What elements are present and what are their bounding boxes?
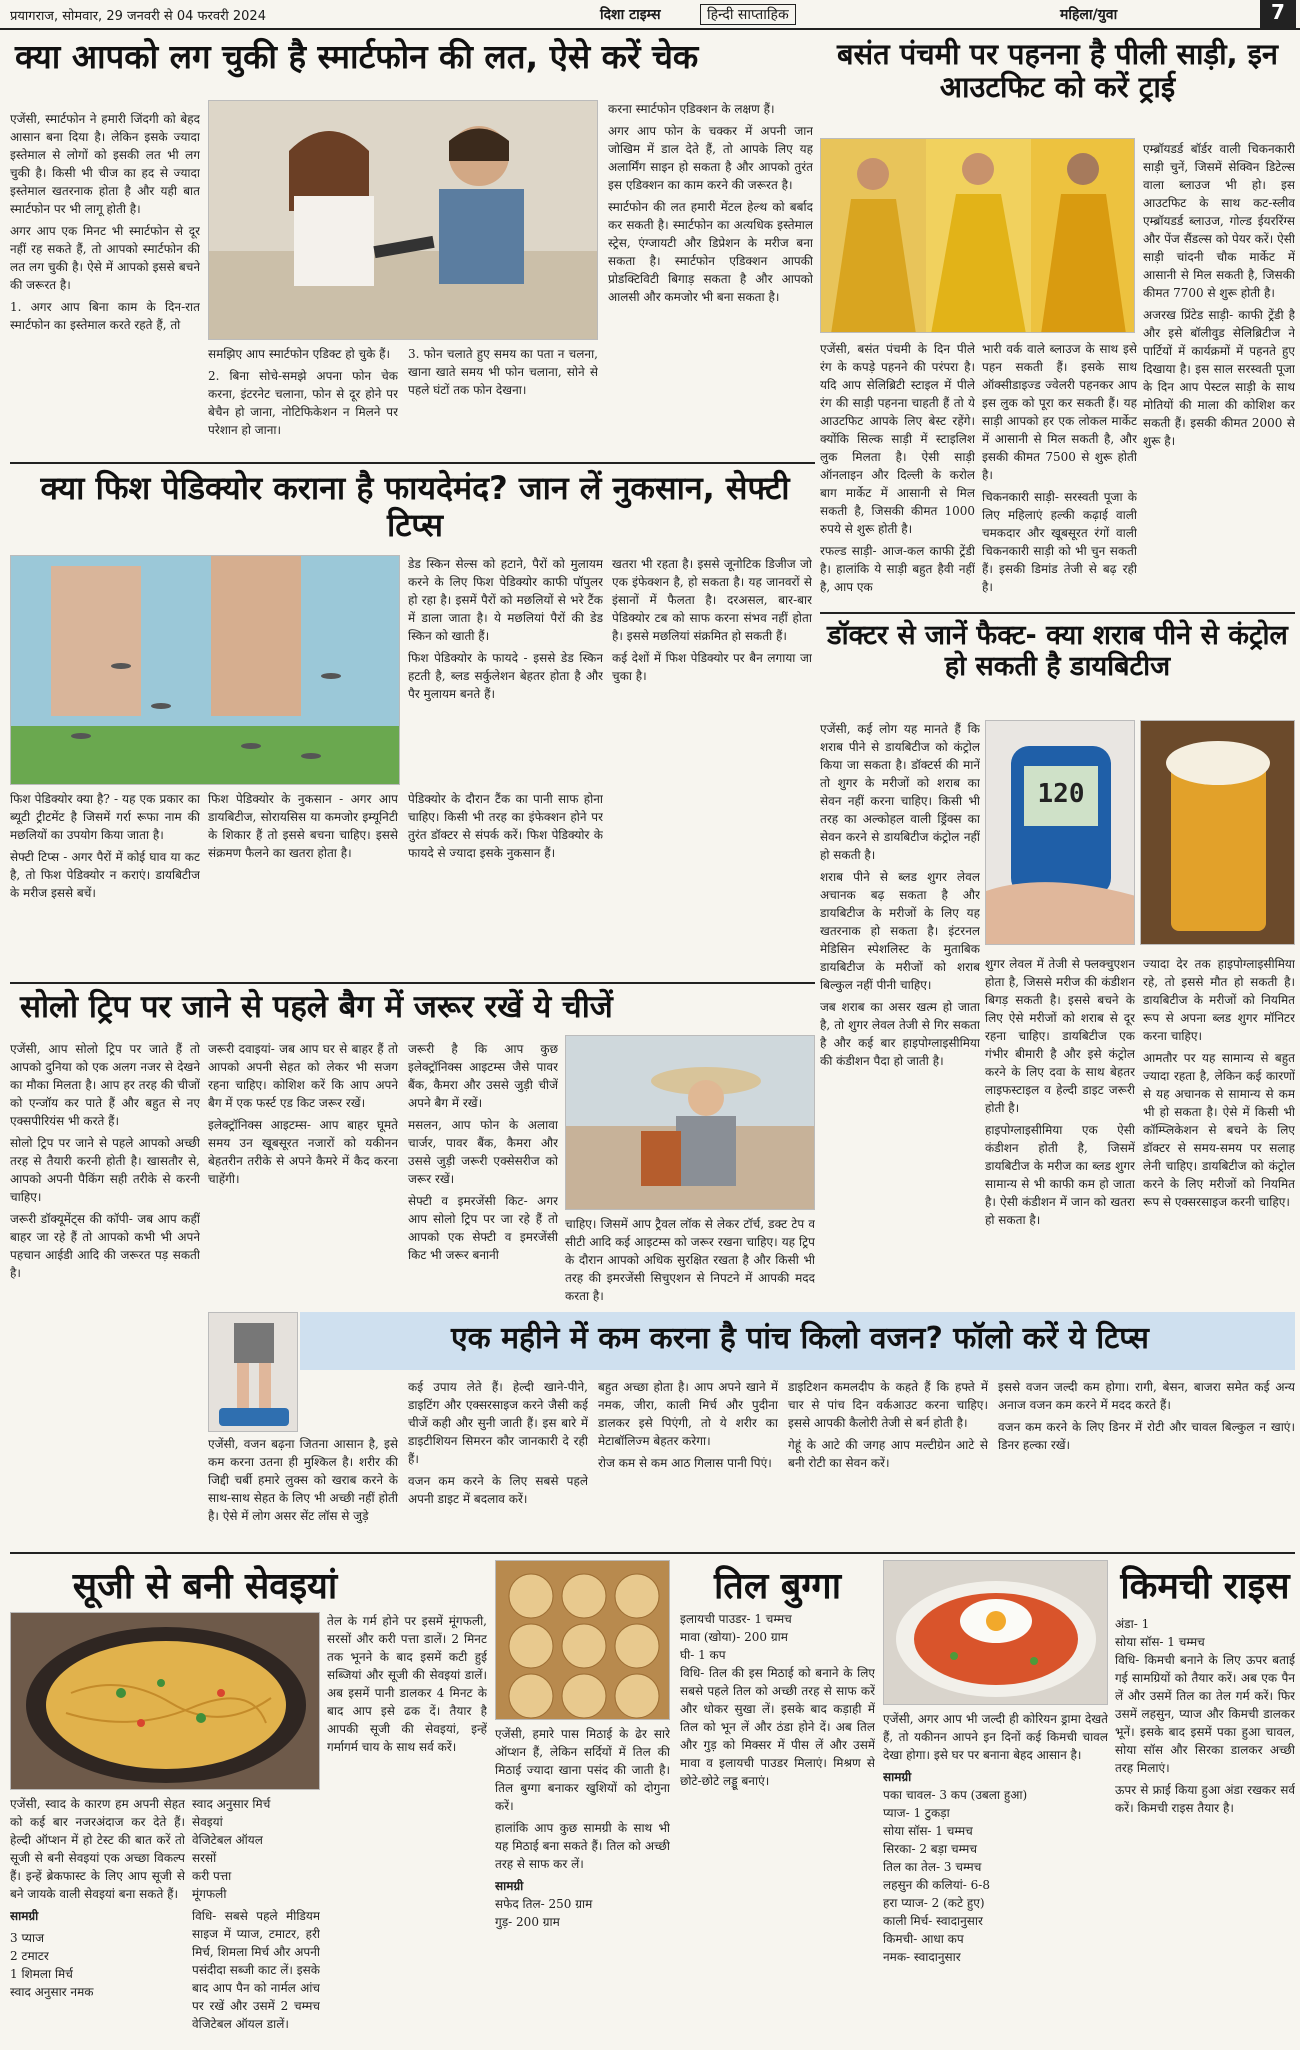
weight-col-5 [998, 1378, 1295, 1545]
kimchi-ingredient: किमची- आधा कप [883, 1932, 964, 1946]
til-para: हालांकि आप कुछ सामग्री के साथ भी यह मिठाई बना सकते हैं। तिल को अच्छी तरह से साफ कर लें। [495, 1821, 670, 1871]
solo-para: इलेक्ट्रॉनिक्स आइटम्स- आप बाहर घूमते समय उन खूबसूरत नजारों को यकीनन बेहतरीन तरीके से अपने कैमरे में कैद करना चाहेंगी। [208, 1118, 398, 1186]
kimchi-ingredients-label: सामग्री [883, 1770, 912, 1784]
solo-para: जरूरी दवाइयां- जब आप घर से बाहर हैं तो आपको अपनी सेहत को लेकर भी सजग रहना चाहिए। कोशिश करें कि आप अपने बैग में एक फर्स्ट एड किट जरूर रखें। [208, 1042, 398, 1110]
kimchi-title: किमची राइस [1120, 1566, 1290, 1607]
paper-type: हिन्दी साप्ताहिक [700, 4, 796, 25]
kimchi-rice-photo [883, 1560, 1108, 1705]
weight-para: गेहूं के आटे की जगह आप मल्टीग्रेन आटे से बनी रोटी का सेवन करें। [788, 1438, 988, 1470]
sooji-line: सेवइयां [192, 1815, 223, 1829]
saree-col-right [1143, 140, 1295, 605]
smartphone-para: समझिए आप स्मार्टफोन एडिक्ट हो चुके हैं। [208, 347, 391, 361]
smartphone-col-1 [10, 110, 200, 455]
diabetes-col-1 [820, 720, 980, 1320]
weight-col-1 [208, 1435, 398, 1545]
beer-glass-photo [1140, 720, 1295, 945]
solo-col-4 [565, 1215, 815, 1305]
smartphone-para: एजेंसी, स्मार्टफोन ने हमारी जिंदगी को बेहद आसान बना दिया है। लेकिन इसके ज्यादा इस्तेमाल से लोगों को इसकी लत भी लग चुकी है। किसी भी चीज का हद से ज्यादा इस्तेमाल खतरनाक होता है और यही बात स्मार्टफोन पर भी लागू होती है। [10, 112, 200, 216]
fish-col-1 [408, 555, 603, 785]
til-line: घी- 1 कप [680, 1648, 726, 1662]
til-para: एजेंसी, हमारे पास मिठाई के ढेर सारे ऑप्शन हैं, लेकिन सर्दियों में तिल की मिठाई ज्यादा खाना पसंद की जाती है। तिल बुग्गा बनाकर खुशियों को दोगुना करें। [495, 1727, 670, 1813]
kimchi-ingredient: सिरका- 2 बड़ा चम्मच [883, 1842, 977, 1856]
saree-para: एम्ब्रॉयडर्ड बॉर्डर वाली चिकनकारी साड़ी चुनें, जिसमें सेक्विन डिटेल्स वाला ब्लाउज भी हो। इस आउटफिट के साथ कट-स्लीव एम्ब्रॉयडर्ड ब्लाउज, गोल्ड ईयररिंग्स और पेंज सैंडल्स को पेयर करें। ऐसी साड़ी चांदनी चौक मार्केट में आसानी से मिल सकती है, जिसकी कीमत 7700 से शुरू होती है। [1143, 142, 1295, 300]
sooji-title: सूजी से बनी सेवइयां [72, 1566, 338, 1607]
solo-para: सोलो ट्रिप पर जाने से पहले आपको अच्छी तरह से तैयारी करनी होती है। खासतौर से, आपको अपनी पैकिंग सही तरीके से करनी चाहिए। [10, 1136, 200, 1204]
masthead [0, 0, 1300, 30]
solo-para: मसलन, आप फोन के अलावा चार्जर, पावर बैंक, कैमरा और उससे जुड़ी जरूरी एक्सेसरीज को जरूर रखें। [408, 1118, 558, 1186]
sevaiyan-photo [10, 1612, 320, 1790]
fish-para: खतरा भी रहता है। इससे जूनोटिक डिजीज जो एक इंफेक्शन है, हो सकता है। यह जानवरों से इंसानों में फैलता है। दरअसल, बार-बार पेडिक्योर टब को साफ करना संभव नहीं होता है। इससे मछलियां संक्रमित हो सकती हैं। [612, 557, 812, 643]
yellow-saree-photos [820, 138, 1135, 333]
fish-para: कई देशों में फिश पेडिक्योर पर बैन लगाया जा चुका है। [612, 651, 812, 683]
sooji-line: तेल के गर्म होने पर इसमें मूंगफली, सरसों और करी पत्ता डालें। 2 मिनट तक भूनने के बाद इसमें कटी हुई सब्जियां और सूजी की सेवइयां डालें। अब इसमें पानी डालकर 4 मिनट के बाद आप इसे ढक दें। तैयार है आपकी सूजी की सेवइयां, इन्हें गर्मागर्म चाय के साथ सर्व करें। [327, 1614, 487, 1754]
diabetes-para: आमतौर पर यह सामान्य से बहुत ज्यादा रहता है, लेकिन कई कारणों से यह अचानक से सामान्य से कम भी हो सकता है। ऐसे में किसी भी कॉम्प्लिकेशन से बचने के लिए डॉक्टर से समय-समय पर सलाह लेनी चाहिए। डायबिटीज को कंट्रोल करने के लिए मरीजों को नियमित रूप से एक्सरसाइज करनी चाहिए। [1143, 1051, 1295, 1209]
smartphone-col-3 [408, 345, 598, 455]
til-bugga-title: तिल बुग्गा [713, 1566, 842, 1607]
solo-para: चाहिए। जिसमें आप ट्रैवल लॉक से लेकर टॉर्च, डक्ट टेप व सीटी आदि कई आइटम्स को जरूर रखना चाहिए। यह ट्रिप के दौरान आपको अधिक सुरक्षित रखता है और किसी भी तरह की इमरजेंसी सिचुएशन से निपटने में आपकी मदद करता है। [565, 1217, 815, 1303]
saree-para: भारी वर्क वाले ब्लाउज के साथ इसे पहन सकती हैं। इसके साथ ऑक्सीडाइज्ड ज्वेलरी पहनकर आप इस लुक को पूरा कर सकती हैं। यह साड़ी आपको हर एक लोकल मार्केट में आसानी से मिल सकती है, और इसकी कीमत 7500 से शुरू होती है। [982, 342, 1137, 482]
diabetes-para: ज्यादा देर तक हाइपोग्लाइसीमिया रहे, तो इससे मौत हो सकती है। डायबिटीज के मरीजों को नियमित रूप से अपना ब्लड शुगर मॉनिटर करना चाहिए। [1143, 957, 1295, 1043]
divider [10, 462, 815, 464]
smartphone-para: 3. फोन चलाते हुए समय का पता न चलना, खाना खाते समय भी फोन चलाना, सोने से पहले घंटों तक फोन देखना। [408, 347, 598, 397]
smartphone-para: 2. बिना सोचे-समझे अपना फोन चेक करना, इंटरनेट चलाना, फोन से दूर होने पर बेचैन हो जाना, नोटिफिकेशन न मिलने पर परेशान हो जाना। [208, 369, 398, 437]
smartphone-para: स्मार्टफोन की लत हमारी मेंटल हेल्थ को बर्बाद कर सकती है। स्मार्टफोन का अत्यधिक इस्तेमाल स्ट्रेस, एंग्जायटी और डिप्रेशन के मरीज बना सकता है। स्मार्टफोन एडिक्शन आपकी प्रोडक्टिविटी बिगाड़ सकता है और आपको आलसी और कमजोर भी बना सकता है। [608, 200, 813, 304]
weight-para: इससे वजन जल्दी कम होगा। रागी, बेसन, बाजरा समेत कई अन्य अनाज वजन कम करने में मदद करते हैं। [998, 1380, 1295, 1412]
fish-col-3 [10, 790, 200, 975]
saree-para: रफल्ड साड़ी- आज-कल काफी ट्रेंडी है। हालांकि ये साड़ी बहुत हैवी नहीं है, आप एक [820, 544, 975, 594]
kimchi-ingredient: तिल का तेल- 3 चम्मच [883, 1860, 982, 1874]
solo-trip-headline: सोलो ट्रिप पर जाने से पहले बैग में जरूर रखें ये चीजें [20, 989, 613, 1025]
glucometer-reading: 120 [1037, 779, 1085, 809]
solo-para: एजेंसी, आप सोलो ट्रिप पर जाते हैं तो आपको दुनिया को एक अलग नजर से देखने का मौका मिलता है। आप हर तरह की चीजों को एन्जॉय कर पाते हैं और बहुत से नए एक्सपीरियंस भी करते हैं। [10, 1042, 200, 1128]
kimchi-ingredient: प्याज- 1 टुकड़ा [883, 1806, 950, 1820]
diabetes-col-3 [1143, 955, 1295, 1320]
fish-pedicure-photo [10, 555, 400, 785]
divider [10, 1552, 1295, 1554]
divider [820, 612, 1295, 614]
weight-col-4 [788, 1378, 988, 1545]
sooji-ingredient: 1 शिमला मिर्च [10, 1967, 73, 1981]
smartphone-headline: क्या आपको लग चुकी है स्मार्टफोन की लत, ऐसे करें चेक [15, 37, 699, 76]
smartphone-col-4 [608, 100, 813, 455]
til-col-2 [680, 1610, 875, 2045]
weight-para: कई उपाय लेते हैं। हेल्दी खाने-पीने, डाइटिंग और एक्सरसाइज करने जैसी कई चीजें कही और सुनी जाती हैं। इस बारे में डाइटीशियन सिमरन कौर जानकारी दे रही हैं। [408, 1380, 588, 1466]
kimchi-ingredient: नमक- स्वादानुसार [883, 1950, 961, 1964]
weight-para: वजन कम करने के लिए डिनर में रोटी और चावल बिल्कुल न खाएं। डिनर हल्का रखें। [998, 1420, 1295, 1452]
til-line: मावा (खोया)- 200 ग्राम [680, 1630, 788, 1644]
kimchi-ingredient: पका चावल- 3 कप (उबला हुआ) [883, 1788, 1028, 1802]
weight-col-2 [408, 1378, 588, 1545]
sooji-ingredients-label: सामग्री [10, 1909, 39, 1923]
diabetes-para: शराब पीने से ब्लड शुगर लेवल अचानक बढ़ सकता है और डायबिटीज के मरीजों के लिए यह खतरनाक हो सकता है। इंटरनल मेडिसिन स्पेशलिस्ट के मुताबिक डायबिटीज के मरीजों को शराब बिल्कुल नहीं पीनी चाहिए। [820, 870, 980, 992]
weight-col-3 [598, 1378, 778, 1545]
sooji-ingredient: 2 टमाटर [10, 1949, 49, 1963]
weight-para: एजेंसी, वजन बढ़ना जितना आसान है, इसे कम करना उतना ही मुश्किल है। शरीर की जिद्दी चर्बी हमारे लुक्स को खराब करने के साथ-साथ सेहत के लिए भी अच्छी नहीं होती है। ऐसे में लोग असर सेंट लॉस से जुड़े [208, 1437, 398, 1523]
smartphone-para: अगर आप एक मिनट भी स्मार्टफोन से दूर नहीं रह सकते हैं, तो आपको स्मार्टफोन की लत लग चुकी है। ऐसे में आपको इससे बचने की जरूरत है। [10, 224, 200, 292]
til-ingredient: गुड़- 200 ग्राम [495, 1915, 560, 1929]
kimchi-col-1 [883, 1710, 1108, 2045]
sooji-line: विधि- सबसे पहले मीडियम साइज में प्याज, टमाटर, हरी मिर्च, शिमला मिर्च और अपनी पसंदीदा सब्जी काट लें। इसके बाद आप पैन को नार्मल आंच पर रखें और उसमें 2 चम्मच वेजिटेबल ऑयल डालें। [192, 1909, 320, 2031]
sooji-col-1 [10, 1795, 185, 2045]
kimchi-ingredient: हरा प्याज- 2 (कटे हुए) [883, 1896, 985, 1910]
fish-para: फिश पेडिक्योर क्या है? - यह एक प्रकार का ब्यूटी ट्रीटमेंट है जिसमें गर्रा रूफा नाम की मछलियों का उपयोग किया जाता है। [10, 792, 200, 842]
smartphone-para: अगर आप फोन के चक्कर में अपनी जान जोखिम में डाल देते हैं, तो आपके लिए यह अलार्मिंग साइन हो सकता है और आपको तुरंत इस एडिक्शन का काम करने की जरूरत है। [608, 124, 813, 192]
kimchi-line: ऊपर से फ्राई किया हुआ अंडा रखकर सर्व करें। किमची राइस तैयार है। [1115, 1783, 1295, 1815]
sooji-ingredient: स्वाद अनुसार नमक [10, 1985, 94, 1999]
sooji-col-3 [327, 1612, 487, 2045]
sooji-ingredient: 3 प्याज [10, 1931, 45, 1945]
sooji-col-2 [192, 1795, 320, 2045]
fish-para: फिश पेडिक्योर के फायदे - इससे डेड स्किन हटती है, ब्लड सर्कुलेशन बेहतर होता है और पैर मुलायम बनते हैं। [408, 651, 603, 701]
weight-para: रोज कम से कम आठ गिलास पानी पिएं। [598, 1456, 772, 1470]
saree-col-1 [820, 340, 975, 605]
page-number: 7 [1260, 0, 1296, 28]
til-bugga-photo [495, 1560, 670, 1720]
fish-para: डेड स्किन सेल्स को हटाने, पैरों को मुलायम करने के लिए फिश पेडिक्योर काफी पॉपुलर हो रहा है। इसमें पैरों को मछलियों से भरे टैंक में डाला जाता है। ये मछलियां पैरों की डेड स्किन को खाती हैं। [408, 557, 603, 643]
solo-para: जरूरी है कि आप कुछ इलेक्ट्रॉनिक्स आइटम्स जैसे पावर बैंक, कैमरा और उससे जुड़ी चीजें अपने बैग में रखें। [408, 1042, 558, 1110]
solo-col-3 [408, 1040, 558, 1305]
weight-para: वजन कम करने के लिए सबसे पहले अपनी डाइट में बदलाव करें। [408, 1474, 588, 1506]
divider [10, 982, 815, 984]
kimchi-line: सोया सॉस- 1 चम्मच [1115, 1635, 1205, 1649]
til-ingredient: सफेद तिल- 250 ग्राम [495, 1897, 593, 1911]
sooji-line: मूंगफली [192, 1887, 227, 1901]
issue-line: प्रयागराज, सोमवार, 29 जनवरी से 04 फरवरी 2024 [10, 9, 266, 24]
smartphone-para: करना स्मार्टफोन एडिक्शन के लक्षण हैं। [608, 102, 775, 116]
saree-para: चिकनकारी साड़ी- सरस्वती पूजा के लिए महिलाएं हल्की कढ़ाई वाली चमकदार और खूबसूरत रंगों वाली चिकनकारी साड़ी को भी चुन सकती हैं। इसकी डिमांड तेजी से बढ़ रही है। [982, 490, 1137, 594]
fish-col-4 [208, 790, 398, 975]
diabetes-para: हाइपोग्लाइसीमिया एक ऐसी कंडीशन होती है, जिसमें डायबिटीज के मरीज का ब्लड शुगर सामान्य से भी काफी कम हो जाता है। ऐसी कंडीशन में जान को खतरा हो सकता है। [985, 1123, 1135, 1227]
diabetes-para: एजेंसी, कई लोग यह मानते हैं कि शराब पीने से डायबिटीज को कंट्रोल किया जा सकता है। डॉक्टर्स की मानें तो शुगर के मरीजों को शराब का सेवन नहीं करना चाहिए। किसी भी तरह का अल्कोहल वाली ड्रिंक्स का सेवन करने से डायबिटीज कंट्रोल नहीं हो सकती है। [820, 722, 980, 862]
sooji-line: वेजिटेबल ऑयल [192, 1833, 263, 1847]
diabetes-para: शुगर लेवल में तेजी से फ्लक्चुएशन होता है, जिससे मरीज की कंडीशन बिगड़ सकती है। इससे बचने के लिए ऐसे मरीजों को शराब से दूर रहना चाहिए। डायबिटीज एक गंभीर बीमारी है और इसे कंट्रोल करने के लिए दवा के साथ बेहतर लाइफस्टाइल व हेल्दी डाइट जरूरी होती है। [985, 957, 1135, 1115]
kimchi-para: एजेंसी, अगर आप भी जल्दी ही कोरियन ड्रामा देखते हैं, तो यकीनन आपने इन दिनों कई किमची चावल देखा होगा। इसे घर पर बनाना बेहद आसान है। [883, 1712, 1108, 1762]
diabetes-para: जब शराब का असर खत्म हो जाता है, तो शुगर लेवल तेजी से गिर सकता है और कई बार हाइपोग्लाइसीमिया की कंडीशन पैदा हो जाती है। [820, 1000, 980, 1068]
solo-para: सेफ्टी व इमरजेंसी किट- अगर आप सोलो ट्रिप पर जा रहे हैं तो आपको एक सेफ्टी व इमरजेंसी किट भी जरूर बनानी [408, 1194, 558, 1262]
fish-para: फिश पेडिक्योर के नुकसान - अगर आप डायबिटीज, सोरायसिस या कमजोर इम्यूनिटी के शिकार हैं तो इससे बचना चाहिए। इससे संक्रमण फैलने का खतरा होता है। [208, 792, 398, 860]
section-label: महिला/युवा [1060, 7, 1118, 23]
weight-para: डाइटिशन कमलदीप के कहते हैं कि हफ्ते में चार से पांच दिन वर्कआउट करना चाहिए। इससे आपकी कैलोरी तेजी से बर्न होती है। [788, 1380, 988, 1430]
smartphone-col-2 [208, 345, 398, 455]
til-col-1 [495, 1725, 670, 2045]
saree-headline: बसंत पंचमी पर पहनना है पीली साड़ी, इन आउटफिट को करें ट्राई [836, 37, 1279, 105]
traveller-photo [565, 1035, 815, 1210]
kimchi-ingredient: काली मिर्च- स्वादानुसार [883, 1914, 983, 1928]
fish-col-2 [612, 555, 812, 975]
kimchi-col-2 [1115, 1615, 1295, 2045]
glucometer-photo [985, 720, 1135, 945]
kimchi-ingredient: सोया सॉस- 1 चम्मच [883, 1824, 973, 1838]
til-line: इलायची पाउडर- 1 चम्मच [680, 1612, 792, 1626]
kimchi-line: विधि- किमची बनाने के लिए ऊपर बताई गई सामग्रियों को तैयार करें। अब एक पैन लें और उसमें तिल का तेल गर्म करें। फिर उसमें लहसुन, प्याज और किमची डालकर भूनें। इसके बाद इसमें पका हुआ चावल, सोया सॉस और सिरका डालकर अच्छी तरह मिलाएं। [1115, 1653, 1295, 1775]
sooji-line: करी पत्ता [192, 1869, 232, 1883]
couple-phone-photo [208, 100, 598, 340]
weight-loss-headline: एक महीने में कम करना है पांच किलो वजन? फॉलो करें ये टिप्स [451, 1321, 1149, 1356]
sooji-intro: एजेंसी, स्वाद के कारण हम अपनी सेहत को कई बार नजरअंदाज कर देते हैं। हेल्दी ऑप्शन में हो टेस्ट की बात करें तो सूजी से बनी सेवइयां एक अच्छा विकल्प हैं। इन्हें ब्रेकफास्ट के लिए आप सूजी से बने जायके वाली सेवइयां बना सकते हैं। [10, 1797, 185, 1901]
kimchi-line: अंडा- 1 [1115, 1617, 1150, 1631]
sooji-line: स्वाद अनुसार मिर्च [192, 1797, 271, 1811]
til-line: विधि- तिल की इस मिठाई को बनाने के लिए सबसे पहले तिल को अच्छी तरह से साफ करें और धोकर सुखा लें। इसके बाद कड़ाही में तिल को भून लें और ठंडा होने दें। अब तिल और गुड़ को मिक्सर में पीस लें और उसमें मावा व इलायची पाउडर मिलाएं। मिश्रण से छोटे-छोटे लड्डू बनाएं। [680, 1666, 875, 1788]
fish-para: सेफ्टी टिप्स - अगर पैरों में कोई घाव या कट है, तो फिश पेडिक्योर न कराएं। डायबिटीज के मरीज इससे बचें। [10, 850, 200, 900]
sooji-line: सरसों [192, 1851, 217, 1865]
solo-para: जरूरी डॉक्यूमेंट्स की कॉपी- जब आप कहीं बाहर जा रहे हैं तो आपको कभी भी अपने पहचान आईडी आदि की जरूरत पड़ सकती है। [10, 1212, 200, 1280]
smartphone-para: 1. अगर आप बिना काम के दिन-रात स्मार्टफोन का इस्तेमाल करते रहते हैं, तो [10, 300, 200, 332]
solo-col-2 [208, 1040, 398, 1305]
diabetes-col-2 [985, 955, 1135, 1320]
fish-col-5 [408, 790, 603, 975]
paper-name: दिशा टाइम्स [600, 7, 661, 23]
diabetes-headline: डॉक्टर से जानें फैक्ट- क्या शराब पीने से कंट्रोल हो सकती है डायबिटीज [827, 620, 1288, 683]
fish-pedicure-headline: क्या फिश पेडिक्योर कराना है फायदेमंद? जान लें नुकसान, सेफ्टी टिप्स [40, 469, 790, 544]
saree-col-2 [982, 340, 1137, 605]
weighing-scale-photo [208, 1312, 298, 1432]
kimchi-ingredient: लहसुन की कलियां- 6-8 [883, 1878, 990, 1892]
fish-para: पेडिक्योर के दौरान टैंक का पानी साफ होना चाहिए। किसी भी तरह का इंफेक्शन होने पर तुरंत डॉक्टर से संपर्क करें। फिश पेडिक्योर के फायदे से ज्यादा इसके नुकसान हैं। [408, 792, 603, 860]
solo-col-1 [10, 1040, 200, 1560]
saree-para: अजरख प्रिंटेड साड़ी- काफी ट्रेंडी है और इसे बॉलीवुड सेलिब्रिटीज ने पार्टियों में कार्यक्रमों में पहनते हुए दिखाया है। इस साल सरस्वती पूजा के दिन आप पेस्टल साड़ी के साथ मोतियों की माला की कोशिश कर सकती हैं। इसकी कीमत 2000 से शुरू है। [1143, 308, 1295, 448]
til-ingredients-label: सामग्री [495, 1879, 524, 1893]
saree-para: एजेंसी, बसंत पंचमी के दिन पीले रंग के कपड़े पहनने की परंपरा है। यदि आप सेलिब्रिटी स्टाइल में पीले रंग की साड़ी पहनना चाहती हैं तो ये आउटफिट आपके लिए बेस्ट रहेंगे। क्योंकि सिल्क साड़ी में स्टाइलिश लुक मिलता है। ऐसी साड़ी ऑनलाइन और दिल्ली के करोल बाग मार्केट में आसानी से मिल सकती है, जिसकी कीमत 1000 रुपये से शुरू होती है। [820, 342, 975, 536]
weight-para: बहुत अच्छा होता है। आप अपने खाने में नमक, जीरा, काली मिर्च और पुदीना डालकर इसे पिएंगी, तो ये शरीर का मेटाबॉलिज्म बेहतर करेगा। [598, 1380, 778, 1448]
